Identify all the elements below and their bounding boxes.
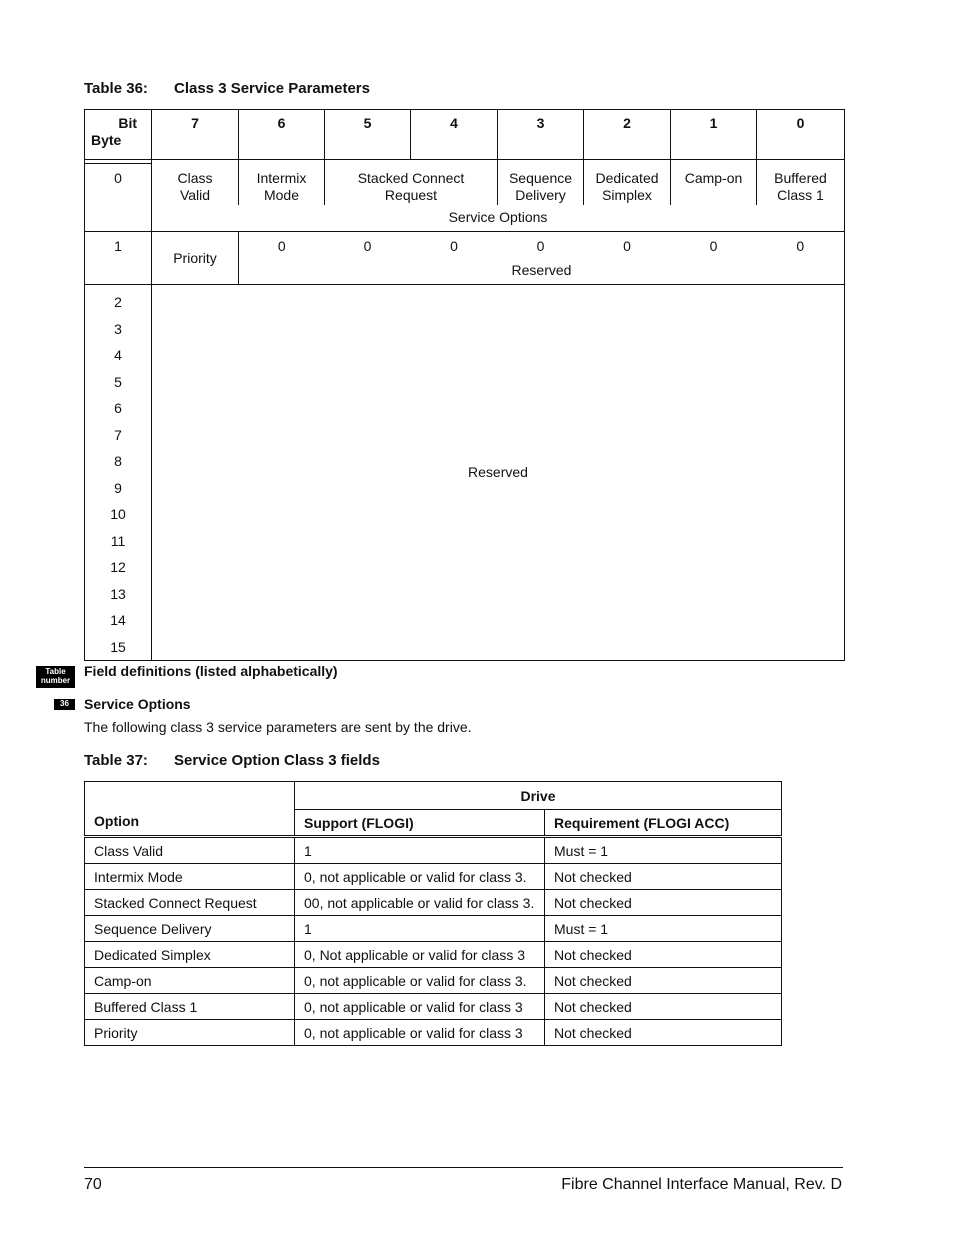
- table-row: [85, 916, 782, 942]
- stacked-connect-cell: Stacked Connect Request: [325, 164, 498, 205]
- byte-number: 3: [114, 320, 122, 337]
- byte-number: 13: [110, 585, 126, 602]
- bit-header: 3: [498, 110, 584, 160]
- footer-rule: [84, 1167, 843, 1168]
- option-cell: Camp-on: [85, 968, 295, 994]
- byte1-row: [85, 232, 845, 258]
- requirement-cell: Not checked: [545, 1020, 782, 1046]
- requirement-cell: Must = 1: [545, 837, 782, 864]
- bit-header: 5: [325, 110, 411, 160]
- col-option-header: Option: [85, 782, 295, 837]
- page-number: 70: [84, 1176, 102, 1193]
- byte-number: 6: [114, 400, 122, 416]
- byte-number: 2: [114, 294, 122, 310]
- requirement-cell: Not checked: [545, 890, 782, 916]
- reserved-bytes-row: [85, 285, 845, 661]
- requirement-cell: Must = 1: [545, 916, 782, 942]
- option-cell: Buffered Class 1: [85, 994, 295, 1020]
- table37-number: Table 37:: [84, 752, 148, 769]
- table-row: [85, 994, 782, 1020]
- table37-title: Service Option Class 3 fields: [174, 752, 380, 769]
- support-cell: 00, not applicable or valid for class 3.: [295, 890, 545, 916]
- bit-header: 7: [152, 110, 239, 160]
- option-cell: Stacked Connect Request: [85, 890, 295, 916]
- option-cell: Intermix Mode: [85, 864, 295, 890]
- byte-number: 11: [110, 532, 126, 549]
- byte-number: 7: [114, 426, 122, 443]
- intermix-mode-cell: Intermix Mode: [239, 164, 325, 205]
- byte-number: 10: [110, 506, 126, 522]
- table-row: [85, 864, 782, 890]
- table36-number: Table 36:: [84, 80, 148, 97]
- table36-caption: [84, 80, 370, 97]
- byte0-row: [85, 164, 845, 205]
- requirement-cell: Not checked: [545, 968, 782, 994]
- support-cell: 1: [295, 837, 545, 864]
- table37-caption: [84, 752, 380, 769]
- byte1-reserved-label: Reserved: [239, 258, 845, 285]
- reserved-bit-value: 0: [450, 238, 458, 254]
- drive-header: Drive: [295, 782, 782, 810]
- byte-number: 5: [114, 373, 122, 390]
- table-number-tag[interactable]: Table number: [36, 666, 75, 688]
- option-cell: Dedicated Simplex: [85, 942, 295, 968]
- bit-header: 0: [757, 110, 845, 160]
- table-36-tag[interactable]: 36: [54, 699, 75, 710]
- requirement-cell: Not checked: [545, 994, 782, 1020]
- support-cell: 0, not applicable or valid for class 3: [295, 994, 545, 1020]
- service-options-heading: Service Options: [84, 696, 191, 712]
- service-options-text: The following class 3 service parameters are sent by the drive.: [84, 719, 472, 735]
- option-cell: Priority: [85, 1020, 295, 1046]
- table36-title: Class 3 Service Parameters: [174, 80, 370, 97]
- reserved-block-label: Reserved: [152, 285, 845, 661]
- service-options-group-label: Service Options: [152, 205, 845, 232]
- reserved-byte-list: [85, 285, 152, 661]
- camp-on-cell: Camp-on: [671, 164, 757, 205]
- corner-cell: [85, 110, 152, 160]
- byte-number: 14: [110, 612, 126, 628]
- table-row: [85, 942, 782, 968]
- requirement-cell: Not checked: [545, 942, 782, 968]
- option-cell: Sequence Delivery: [85, 916, 295, 942]
- reserved-bit-value: 0: [623, 238, 631, 254]
- corner-bit: Bit: [118, 115, 137, 131]
- byte-number: 1: [85, 232, 152, 285]
- reserved-bit-value: 0: [536, 238, 545, 254]
- table-row: [85, 890, 782, 916]
- buffered-class1-cell: Buffered Class 1: [757, 164, 845, 205]
- byte-number: 9: [114, 479, 122, 496]
- dedicated-simplex-cell: Dedicated Simplex: [584, 164, 671, 205]
- table36: [84, 109, 845, 661]
- byte-number: 15: [110, 638, 126, 655]
- support-cell: 0, not applicable or valid for class 3: [295, 1020, 545, 1046]
- col-requirement-header: Requirement (FLOGI ACC): [545, 810, 782, 837]
- support-cell: 0, not applicable or valid for class 3.: [295, 968, 545, 994]
- sequence-delivery-cell: Sequence Delivery: [498, 164, 584, 205]
- byte-number: 8: [114, 453, 122, 469]
- reserved-bit-value: 0: [277, 238, 286, 254]
- reserved-bit-value: 0: [363, 238, 372, 254]
- table-row: [85, 837, 782, 864]
- byte-number: 4: [114, 347, 122, 363]
- bit-header: 4: [411, 110, 498, 160]
- corner-byte: Byte: [91, 132, 122, 148]
- support-cell: 1: [295, 916, 545, 942]
- document-title: Fibre Channel Interface Manual, Rev. D: [561, 1176, 842, 1193]
- byte-number: 12: [110, 559, 126, 575]
- bit-header: 6: [239, 110, 325, 160]
- table-row: [85, 1020, 782, 1046]
- support-cell: 0, not applicable or valid for class 3.: [295, 864, 545, 890]
- class-valid-cell: Class Valid: [152, 164, 239, 205]
- col-support-header: Support (FLOGI): [295, 810, 545, 837]
- table36-header-row: [85, 110, 845, 160]
- support-cell: 0, Not applicable or valid for class 3: [295, 942, 545, 968]
- bit-header: 1: [671, 110, 757, 160]
- requirement-cell: Not checked: [545, 864, 782, 890]
- priority-cell: Priority: [152, 232, 239, 285]
- field-definitions-heading: Field definitions (listed alphabetically): [84, 663, 338, 679]
- bit-header: 2: [584, 110, 671, 160]
- reserved-bit-value: 0: [709, 238, 718, 254]
- table-row: [85, 968, 782, 994]
- reserved-bit-value: 0: [757, 232, 845, 258]
- option-cell: Class Valid: [85, 837, 295, 864]
- table37: [84, 781, 782, 1046]
- byte-number: 0: [85, 164, 152, 232]
